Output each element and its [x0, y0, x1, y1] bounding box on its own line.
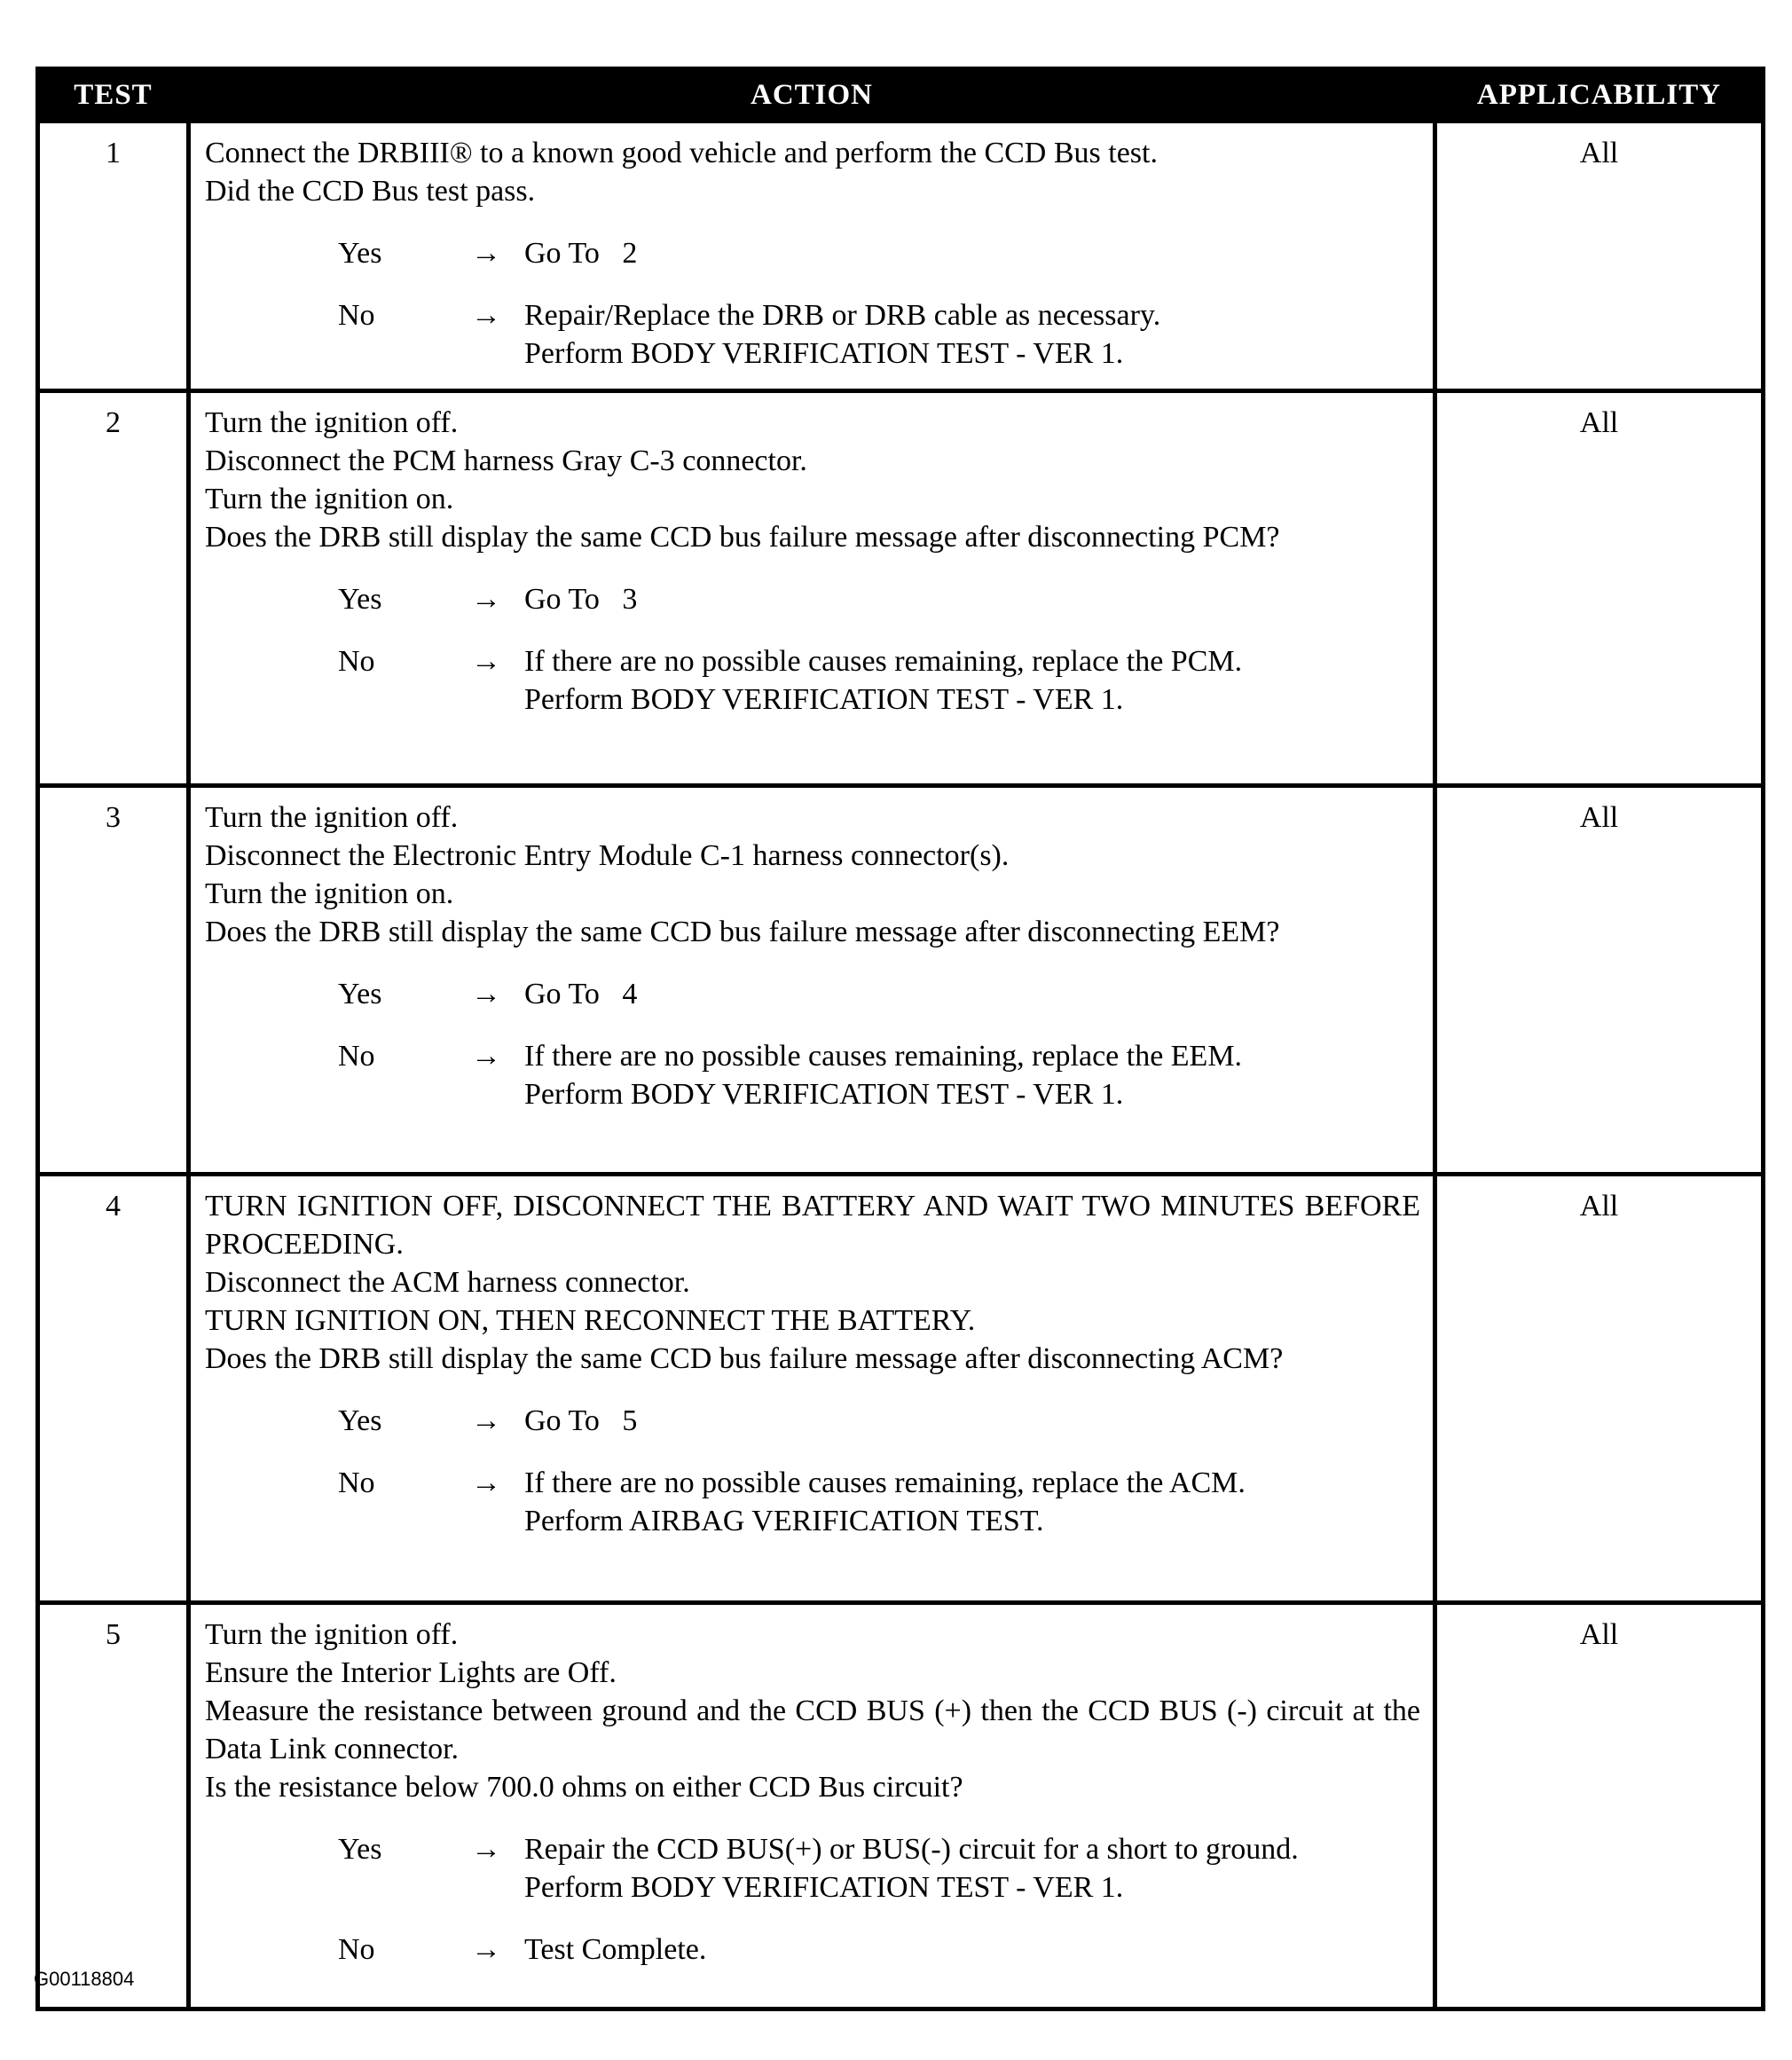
right-arrow-icon: →	[471, 1404, 501, 1437]
applicability-value: All	[1435, 786, 1764, 1175]
yes-outcome	[524, 975, 1420, 1013]
action-step: Measure the resistance between ground and the CCD BUS (+) then the CCD BUS (-) circuit at the Data Link connector.	[205, 1694, 1420, 1765]
yes-branch	[205, 975, 1420, 1013]
no-label: No	[338, 645, 375, 678]
no-branch	[205, 1930, 1420, 1969]
applicability-value: All	[1435, 391, 1764, 786]
figure-id: G00118804	[34, 1968, 135, 1990]
yes-label: Yes	[338, 1404, 382, 1437]
outcome-line: If there are no possible causes remaining, replace the ACM.	[524, 1466, 1246, 1499]
table-header-row	[38, 69, 1764, 122]
no-branch	[205, 1037, 1420, 1113]
table-row	[38, 122, 1764, 391]
action-step: Disconnect the ACM harness connector.	[205, 1266, 690, 1299]
yes-branch	[205, 1830, 1420, 1907]
action-step: Turn the ignition on.	[205, 483, 454, 515]
outcome-line: Perform BODY VERIFICATION TEST - VER 1.	[524, 683, 1124, 716]
no-outcome	[524, 1464, 1420, 1540]
table-row	[38, 1175, 1764, 1603]
outcome-line: Go To 3	[524, 583, 638, 616]
action-step: Did the CCD Bus test pass.	[205, 175, 536, 208]
branch-group	[205, 580, 1420, 719]
action-step: Does the DRB still display the same CCD bus failure message after disconnecting ACM?	[205, 1342, 1284, 1375]
outcome-line: Perform BODY VERIFICATION TEST - VER 1.	[524, 1078, 1124, 1111]
header-applicability: APPLICABILITY	[1435, 69, 1764, 122]
action-cell	[189, 391, 1435, 786]
outcome-line: Go To 2	[524, 237, 638, 270]
action-step: Does the DRB still display the same CCD bus failure message after disconnecting EEM?	[205, 916, 1280, 948]
action-step: Disconnect the PCM harness Gray C-3 connector.	[205, 444, 807, 477]
yes-branch	[205, 234, 1420, 272]
right-arrow-icon: →	[471, 237, 501, 270]
no-branch	[205, 642, 1420, 719]
right-arrow-icon: →	[471, 1040, 501, 1073]
right-arrow-icon: →	[471, 645, 501, 678]
test-number: 5	[38, 1603, 189, 2009]
outcome-line: Repair/Replace the DRB or DRB cable as necessary.	[524, 299, 1161, 332]
header-test: TEST	[38, 69, 189, 122]
action-cell	[189, 1175, 1435, 1603]
no-label: No	[338, 299, 375, 332]
action-step: Turn the ignition off.	[205, 1618, 459, 1651]
no-outcome	[524, 296, 1420, 373]
test-number: 3	[38, 786, 189, 1175]
yes-outcome	[524, 1402, 1420, 1440]
table-body	[38, 122, 1764, 2009]
yes-branch	[205, 1402, 1420, 1440]
yes-label: Yes	[338, 583, 382, 616]
yes-outcome	[524, 1830, 1420, 1907]
action-step: Turn the ignition off.	[205, 406, 459, 439]
yes-label: Yes	[338, 237, 382, 270]
applicability-value: All	[1435, 122, 1764, 391]
action-step: Does the DRB still display the same CCD bus failure message after disconnecting PCM?	[205, 521, 1280, 554]
table-row	[38, 1603, 1764, 2009]
action-step: Ensure the Interior Lights are Off.	[205, 1656, 617, 1689]
action-cell	[189, 786, 1435, 1175]
table-row	[38, 786, 1764, 1175]
outcome-line: Perform BODY VERIFICATION TEST - VER 1.	[524, 337, 1124, 370]
right-arrow-icon: →	[471, 1466, 501, 1499]
action-step: TURN IGNITION ON, THEN RECONNECT THE BATTERY.	[205, 1304, 976, 1337]
no-label: No	[338, 1466, 375, 1499]
test-number: 2	[38, 391, 189, 786]
action-cell	[189, 122, 1435, 391]
branch-group	[205, 234, 1420, 373]
no-branch	[205, 1464, 1420, 1540]
diagnostic-test-table	[35, 67, 1765, 2011]
no-branch	[205, 296, 1420, 373]
right-arrow-icon: →	[471, 978, 501, 1010]
branch-group	[205, 1402, 1420, 1540]
no-outcome	[524, 1930, 1420, 1969]
action-step: Turn the ignition off.	[205, 801, 459, 834]
action-step: Is the resistance below 700.0 ohms on either CCD Bus circuit?	[205, 1771, 963, 1804]
outcome-line: If there are no possible causes remaining, replace the PCM.	[524, 645, 1243, 678]
outcome-line: Perform BODY VERIFICATION TEST - VER 1.	[524, 1871, 1124, 1904]
header-action: ACTION	[189, 69, 1435, 122]
outcome-line: If there are no possible causes remaining, replace the EEM.	[524, 1040, 1243, 1073]
no-outcome	[524, 1037, 1420, 1113]
no-label: No	[338, 1933, 375, 1966]
yes-label: Yes	[338, 1833, 382, 1866]
outcome-line: Go To 4	[524, 978, 638, 1010]
action-step: TURN IGNITION OFF, DISCONNECT THE BATTERY AND WAIT TWO MINUTES BEFORE PROCEEDING.	[205, 1190, 1420, 1261]
no-label: No	[338, 1040, 375, 1073]
right-arrow-icon: →	[471, 1933, 501, 1966]
branch-group	[205, 1830, 1420, 1969]
right-arrow-icon: →	[471, 299, 501, 332]
action-step: Turn the ignition on.	[205, 877, 454, 910]
yes-label: Yes	[338, 978, 382, 1010]
outcome-line: Test Complete.	[524, 1933, 707, 1966]
right-arrow-icon: →	[471, 583, 501, 616]
outcome-line: Perform AIRBAG VERIFICATION TEST.	[524, 1505, 1044, 1537]
outcome-line: Repair the CCD BUS(+) or BUS(-) circuit for a short to ground.	[524, 1833, 1299, 1866]
action-cell	[189, 1603, 1435, 2009]
applicability-value: All	[1435, 1603, 1764, 2009]
outcome-line: Go To 5	[524, 1404, 638, 1437]
test-number: 4	[38, 1175, 189, 1603]
test-number: 1	[38, 122, 189, 391]
right-arrow-icon: →	[471, 1833, 501, 1866]
action-step: Disconnect the Electronic Entry Module C-1 harness connector(s).	[205, 839, 1010, 872]
branch-group	[205, 975, 1420, 1113]
table-row	[38, 391, 1764, 786]
no-outcome	[524, 642, 1420, 719]
yes-outcome	[524, 580, 1420, 618]
yes-outcome	[524, 234, 1420, 272]
applicability-value: All	[1435, 1175, 1764, 1603]
action-step: Connect the DRBIII® to a known good vehicle and perform the CCD Bus test.	[205, 137, 1158, 169]
yes-branch	[205, 580, 1420, 618]
